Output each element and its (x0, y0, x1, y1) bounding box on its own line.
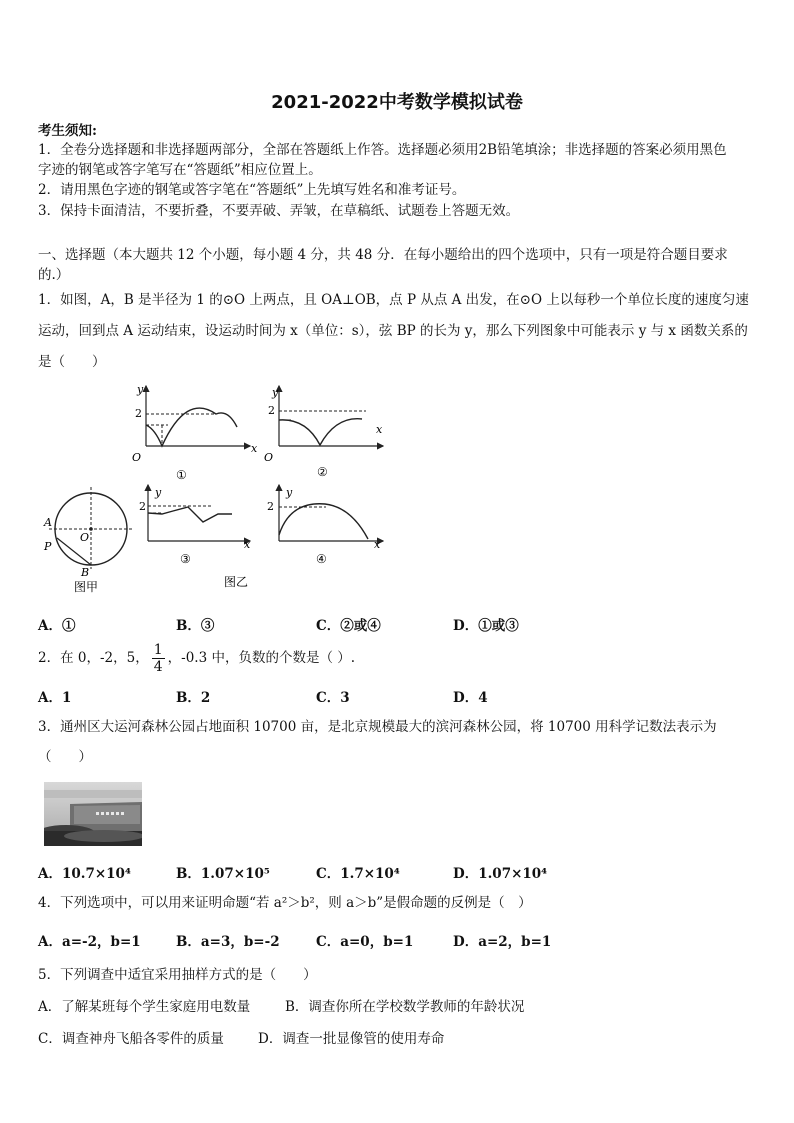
graph-1-label: ① (176, 468, 187, 482)
q4-option-d[interactable]: D．a=2，b=1 (453, 934, 552, 950)
notice-heading: 考生须知: (38, 123, 97, 139)
q2-prefix: 2．在 0，-2，5， (38, 650, 149, 666)
graph-3-tick-2: 2 (139, 500, 146, 513)
graph-2-y-label: y (272, 386, 279, 399)
q4-option-a[interactable]: A．a=-2，b=1 (38, 934, 141, 950)
graph-4 (267, 485, 383, 566)
graph-4-label: ④ (316, 552, 327, 566)
graph-3-x-label: x (244, 538, 251, 551)
graph-4-tick-2: 2 (267, 500, 274, 513)
notice-line-1b: 字迹的钢笔或答字笔写在“答题纸”相应位置上。 (38, 162, 322, 178)
point-a-label: A (44, 516, 52, 529)
graph-1-tick-2: 2 (135, 407, 142, 420)
q1-line-a: 1．如图，A，B 是半径为 1 的⊙O 上两点，且 OA⊥OB，点 P 从点 A 出发，在⊙O 上以每秒一个单位长度的速度匀速 (38, 292, 749, 308)
figure-a-caption: 图甲 (74, 580, 99, 594)
graph-1 (132, 383, 258, 482)
circle-figure (43, 487, 133, 594)
q2-frac-num: 1 (153, 642, 163, 658)
q3-option-b[interactable]: B．1.07×10⁵ (176, 866, 270, 882)
q5-option-d[interactable]: D．调查一批显像管的使用寿命 (258, 1031, 445, 1047)
notice-line-3: 3．保持卡面清洁，不要折叠，不要弄破、弄皱，在草稿纸、试题卷上答题无效。 (38, 203, 520, 219)
q1-line-c: 是（ ） (38, 354, 106, 370)
graph-2 (264, 386, 383, 479)
point-o-label: O (80, 531, 90, 544)
graph-1-x-label: x (251, 442, 258, 455)
q2-fraction (152, 642, 165, 675)
q5-option-c[interactable]: C．调查神舟飞船各零件的质量 (38, 1031, 224, 1047)
q4-stem: 4．下列选项中，可以用来证明命题“若 a²＞b²，则 a＞b”是假命题的反例是（ ） (38, 895, 532, 911)
point-p-label: P (44, 540, 52, 553)
notice-line-1a: 1．全卷分选择题和非选择题两部分，全部在答题纸上作答。选择题必须用2B铅笔填涂；非选择题的答案必须用黑色 (38, 142, 727, 158)
graph-2-label: ② (317, 465, 328, 479)
graph-4-y-label: y (286, 486, 293, 499)
q5-option-a[interactable]: A．了解某班每个学生家庭用电数量 (38, 999, 251, 1015)
q2-option-a[interactable]: A．1 (38, 690, 72, 706)
q3-line-a: 3．通州区大运河森林公园占地面积 10700 亩，是北京规模最大的滨河森林公园，将 10700 用科学记数法表示为 (38, 719, 717, 735)
graph-3-label: ③ (180, 552, 191, 566)
q5-option-b[interactable]: B．调查你所在学校数学教师的年龄状况 (285, 999, 525, 1015)
figure-b-caption: 图乙 (224, 575, 249, 589)
graph-3-curve (148, 507, 232, 522)
notice-line-2: 2．请用黑色字迹的钢笔或答字笔在“答题纸”上先填写姓名和准考证号。 (38, 182, 466, 198)
q2-option-b[interactable]: B．2 (176, 690, 211, 706)
point-b-label: B (81, 566, 90, 579)
graph-2-origin: O (264, 451, 274, 464)
q2-stem (38, 640, 355, 676)
park-photo (44, 782, 142, 846)
q4-option-b[interactable]: B．a=3，b=-2 (176, 934, 280, 950)
q4-option-c[interactable]: C．a=0，b=1 (316, 934, 414, 950)
q2-suffix: ，-0.3 中，负数的个数是（ ）. (167, 650, 356, 666)
q1-option-b[interactable]: B．③ (176, 618, 215, 634)
graph-2-tick-2: 2 (268, 404, 275, 417)
q1-figure (36, 383, 386, 598)
graph-1-y-label: y (137, 383, 144, 396)
graph-2-x-label: x (376, 423, 383, 436)
graph-3-y-label: y (155, 486, 162, 499)
q3-option-d[interactable]: D．1.07×10⁴ (453, 866, 548, 882)
q3-line-b: （ ） (38, 749, 92, 765)
section-heading-a: 一、选择题（本大题共 12 个小题，每小题 4 分，共 48 分．在每小题给出的四个选项中，只有一项是符合题目要求 (38, 247, 728, 263)
q2-frac-den: 4 (153, 659, 163, 675)
graph-4-curve (279, 504, 368, 539)
page-title: 2021-2022中考数学模拟试卷 (271, 92, 523, 113)
graph-2-curve (279, 419, 362, 445)
q1-line-b: 运动，回到点 A 运动结束，设运动时间为 x（单位：s），弦 BP 的长为 y，那么下列图象中可能表示 y 与 x 函数关系的 (38, 323, 748, 339)
section-heading-b: 的.） (38, 267, 70, 283)
q3-option-a[interactable]: A．10.7×10⁴ (38, 866, 131, 882)
graph-3 (139, 485, 251, 566)
graph-4-x-label: x (374, 538, 381, 551)
q1-option-d[interactable]: D．①或③ (453, 618, 519, 634)
q2-option-d[interactable]: D．4 (453, 690, 488, 706)
q2-option-c[interactable]: C．3 (316, 690, 350, 706)
graph-1-origin: O (132, 451, 142, 464)
q5-stem: 5．下列调查中适宜采用抽样方式的是（ ） (38, 967, 317, 983)
q3-option-c[interactable]: C．1.7×10⁴ (316, 866, 400, 882)
center-dot (89, 527, 93, 531)
q1-option-c[interactable]: C．②或④ (316, 618, 381, 634)
q1-option-a[interactable]: A．① (38, 618, 76, 634)
